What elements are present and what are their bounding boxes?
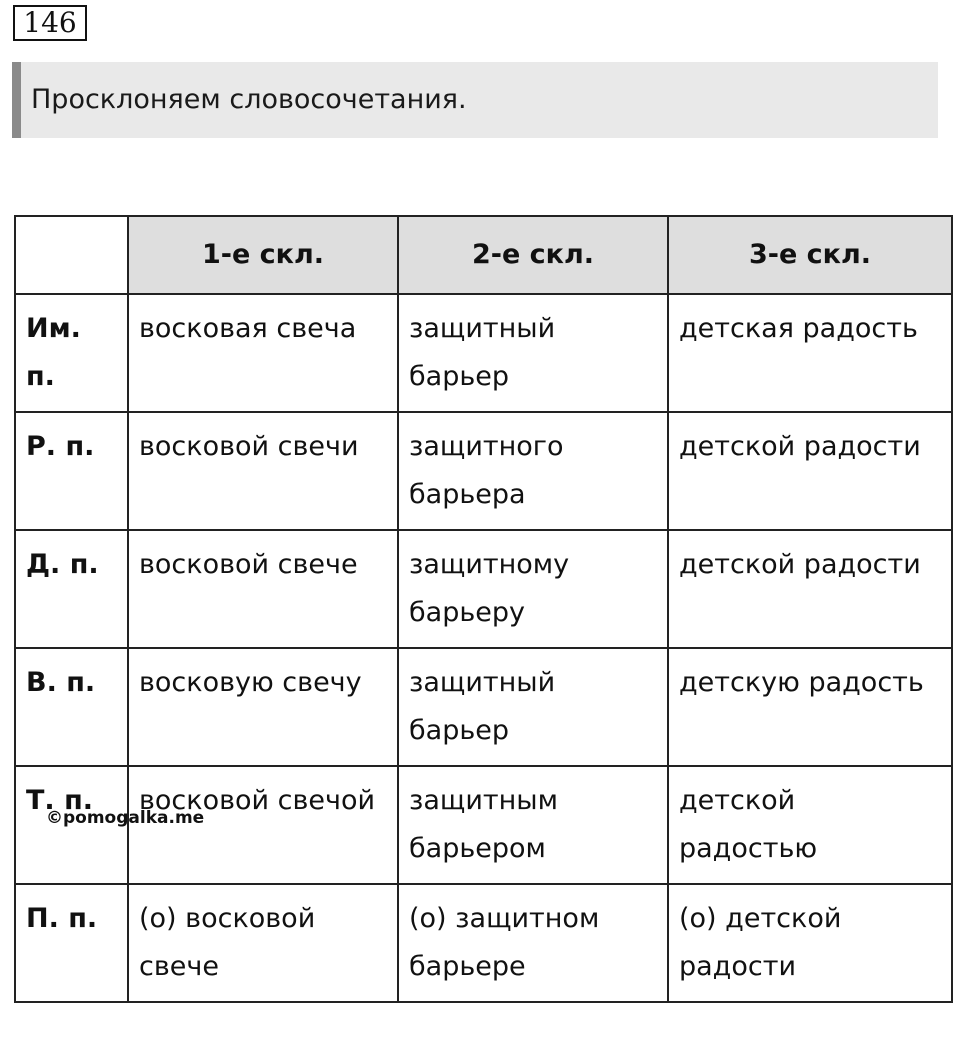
table-cell: детской радостью (668, 766, 952, 884)
table-cell: защитному барьеру (398, 530, 668, 648)
table-header-corner (15, 216, 128, 294)
table-row (15, 294, 952, 412)
table-cell: детскую радость (668, 648, 952, 766)
table-cell: защитного барьера (398, 412, 668, 530)
table-row (15, 530, 952, 648)
table-cell: (о) защитном барьере (398, 884, 668, 1002)
table-header-declension-3: 3-е скл. (668, 216, 952, 294)
task-banner (12, 62, 938, 138)
table-cell: (о) восковой свече (128, 884, 398, 1002)
table-cell: защитным барьером (398, 766, 668, 884)
watermark-text: ©pomogalka.me (46, 808, 205, 828)
table-cell: восковую свечу (128, 648, 398, 766)
case-label: Д. п. (15, 530, 128, 648)
table-header-row (15, 216, 952, 294)
table-cell: защитный барьер (398, 294, 668, 412)
exercise-number: 146 (13, 5, 87, 41)
table-header-declension-2: 2-е скл. (398, 216, 668, 294)
declension-table (14, 215, 953, 1003)
table-header-declension-1: 1-е скл. (128, 216, 398, 294)
case-label: В. п. (15, 648, 128, 766)
table-cell: детская радость (668, 294, 952, 412)
table-row (15, 648, 952, 766)
case-label: Т. п. (15, 766, 128, 884)
table-cell: восковой свечой (128, 766, 398, 884)
table-cell: восковой свече (128, 530, 398, 648)
case-label: Р. п. (15, 412, 128, 530)
table-cell: восковой свечи (128, 412, 398, 530)
case-label: П. п. (15, 884, 128, 1002)
task-text: Просклоняем словосочетания. (31, 84, 467, 115)
table-cell: (о) детской радости (668, 884, 952, 1002)
table-cell: защитный барьер (398, 648, 668, 766)
case-label: Им. п. (15, 294, 128, 412)
table-row (15, 412, 952, 530)
table-cell: восковая свеча (128, 294, 398, 412)
table-cell: детской радости (668, 412, 952, 530)
table-row (15, 884, 952, 1002)
table-cell: детской радости (668, 530, 952, 648)
